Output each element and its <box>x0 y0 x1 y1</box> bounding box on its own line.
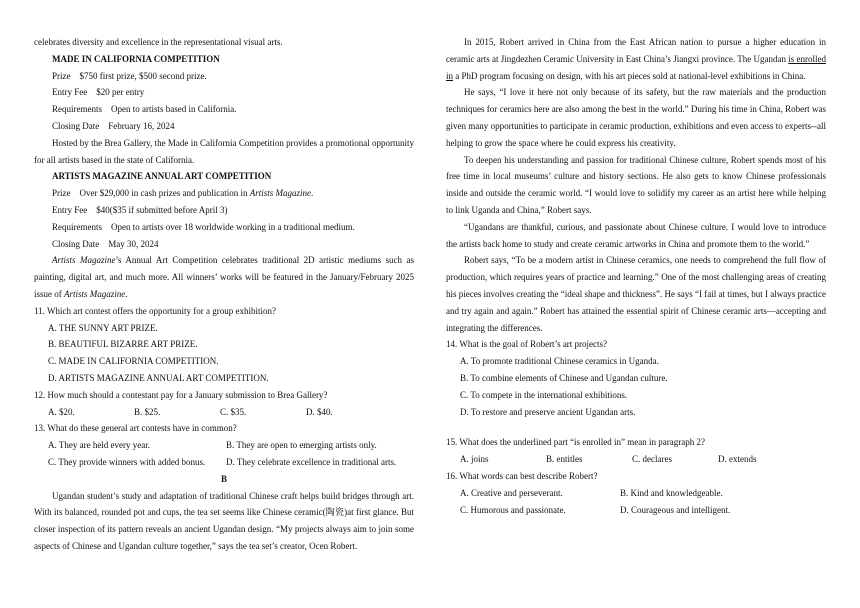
ama-prize-text: Prize Over $29,000 in cash prizes and publication in <box>52 188 250 199</box>
ama-title: ARTISTS MAGAZINE ANNUAL ART COMPETITION <box>52 171 272 182</box>
q12-option-c: C. $35. <box>220 406 247 417</box>
q13-option-d: D. They celebrate excellence in traditional arts. <box>226 456 397 467</box>
ama-prize-magazine: Artists Magazine <box>249 188 311 199</box>
passage-b-paragraph-1: Ugandan student’s study and adaptation of traditional Chinese craft helps build bridges through art. With its balanced, rounded pot and cups, the tea set seems like Chinese ceramic(陶瓷)at first glance. But closer inspection of its pattern reveals an ancient Ugandan design. “My projects always aim to join some aspects of Chinese and Ugandan culture together,” says the tea set’s creator, Ocen Robert. <box>34 490 414 551</box>
ama-fee: Entry Fee $40($35 if submitted before April 3) <box>52 204 228 215</box>
mcc-title: MADE IN CALIFORNIA COMPETITION <box>52 53 220 64</box>
q12-option-b: B. $25. <box>134 406 161 417</box>
ama-requirements: Requirements Open to artists over 18 worldwide working in a traditional medium. <box>52 221 355 232</box>
left-column <box>34 34 414 555</box>
ama-closing: Closing Date May 30, 2024 <box>52 238 159 249</box>
q13-option-a: A. They are held every year. <box>48 440 151 451</box>
q13-option-b: B. They are open to emerging artists only. <box>226 440 377 451</box>
q14-option-a: A. To promote traditional Chinese ceramics in Uganda. <box>460 356 659 367</box>
q11-option-b: B. BEAUTIFUL BIZARRE ART PRIZE. <box>48 339 198 350</box>
q13-option-c: C. They provide winners with added bonus. <box>48 456 206 467</box>
q11-stem: 11. Which art contest offers the opportunity for a group exhibition? <box>34 305 277 316</box>
q12-option-a: A. $20. <box>48 406 75 417</box>
q15-options <box>446 451 826 468</box>
passage-b-paragraph-6: Robert says, “To be a modern artist in Chinese ceramics, one needs to comprehend the full flow of production, which requires years of practice and learning.” One of the most challenging areas of creating his pieces involves creating the “ideal shape and thickness”. He says “I fail at times, but I always practice and try again and again.” Robert has attained the essential spirit of Chinese ceramic arts—accepting and integrating the differences. <box>446 255 826 333</box>
q16-option-d: D. Courageous and intelligent. <box>620 504 731 515</box>
mcc-closing: Closing Date February 16, 2024 <box>52 120 175 131</box>
q15-option-a: A. joins <box>460 454 489 465</box>
q14-stem: 14. What is the goal of Robert’s art projects? <box>446 339 608 350</box>
right-column <box>446 34 826 518</box>
q15-option-c: C. declares <box>632 454 672 465</box>
mcc-requirements: Requirements Open to artists based in California. <box>52 104 237 115</box>
passage-b-paragraph-3: He says, “I love it here not only because of its safety, but the raw materials and the production techniques for ceramics here are also among the best in the world.” During his time in China, Robert was given many opportunities to participate in ceramic production, exhibitions and even access to experts--all helping to grow the space where he could express his creativity. <box>446 87 826 148</box>
q16-stem: 16. What words can best describe Robert? <box>446 470 598 481</box>
q12-stem: 12. How much should a contestant pay for a January submission to Brea Gallery? <box>34 389 328 400</box>
section-b-heading: B <box>220 473 227 484</box>
q13-options-row2 <box>34 454 414 471</box>
ama-desc-magazine-2: Artists Magazine <box>64 288 126 299</box>
passage-b-paragraph-2 <box>446 34 826 84</box>
q14-option-c: C. To compete in the international exhibitions. <box>460 389 628 400</box>
q13-stem: 13. What do these general art contests have in common? <box>34 423 237 434</box>
ama-prize-end: . <box>310 188 314 199</box>
mcc-prize: Prize $750 first prize, $500 second prize. <box>52 70 207 81</box>
q12-option-d: D. $40. <box>306 406 333 417</box>
p2-text-end: a PhD program focusing on design, with his art pieces sold at national-level exhibitions in China. <box>453 70 806 81</box>
p2-underlined-phrase: is enrolled in <box>446 53 826 81</box>
q14-option-d: D. To restore and preserve ancient Ugandan arts. <box>460 406 636 417</box>
q16-option-c: C. Humorous and passionate. <box>460 504 566 515</box>
q16-options-row1 <box>446 485 826 502</box>
q11-option-c: C. MADE IN CALIFORNIA COMPETITION. <box>48 356 219 367</box>
q12-options <box>34 404 414 421</box>
mcc-fee: Entry Fee $20 per entry <box>52 87 145 98</box>
ama-prize <box>34 185 414 202</box>
q11-option-d: D. ARTISTS MAGAZINE ANNUAL ART COMPETITION. <box>48 372 269 383</box>
passage-b-paragraph-4: To deepen his understanding and passion for traditional Chinese culture, Robert spends most of his free time in local museums’ culture and history sections. He also gets to know Chinese professionals inside and outside the ceramic world. “I would love to solidify my career as an artist here while helping to link Uganda and China,” Robert says. <box>446 154 826 215</box>
q15-stem: 15. What does the underlined part “is enrolled in” mean in paragraph 2? <box>446 437 705 448</box>
ama-desc-text: ’s Annual Art Competition celebrates traditional 2D artistic mediums such as painting, digital art, and much more. All winners’ works will be featured in the January/February 2025 issue of <box>34 255 414 299</box>
mcc-description: Hosted by the Brea Gallery, the Made in California Competition provides a promotional opportunity for all artists based in the state of California. <box>34 137 414 165</box>
q16-options-row2 <box>446 502 826 519</box>
passage-b-paragraph-5: “Ugandans are thankful, curious, and passionate about Chinese culture. I would love to introduce the artists back home to study and create ceramic artworks in China and promote them to the world.” <box>446 221 826 249</box>
ama-desc-end: . <box>125 288 128 299</box>
q16-option-a: A. Creative and perseverant. <box>460 487 563 498</box>
q14-option-b: B. To combine elements of Chinese and Ugandan culture. <box>460 372 668 383</box>
ama-desc-magazine: Artists Magazine <box>52 255 116 266</box>
intro-tail: celebrates diversity and excellence in the representational visual arts. <box>34 37 283 47</box>
q11-option-a: A. THE SUNNY ART PRIZE. <box>48 322 158 333</box>
spacer <box>446 420 826 434</box>
p2-text-start: In 2015, Robert arrived in China from the East African nation to pursue a higher education in ceramic arts at Jingdezhen Ceramic University in East China’s Jiangxi province. The Ugandan <box>446 37 826 64</box>
q15-option-b: B. entitles <box>546 454 583 465</box>
q15-option-d: D. extends <box>718 454 757 465</box>
q16-option-b: B. Kind and knowledgeable. <box>620 487 723 498</box>
q13-options-row1 <box>34 437 414 454</box>
ama-description <box>34 252 414 302</box>
